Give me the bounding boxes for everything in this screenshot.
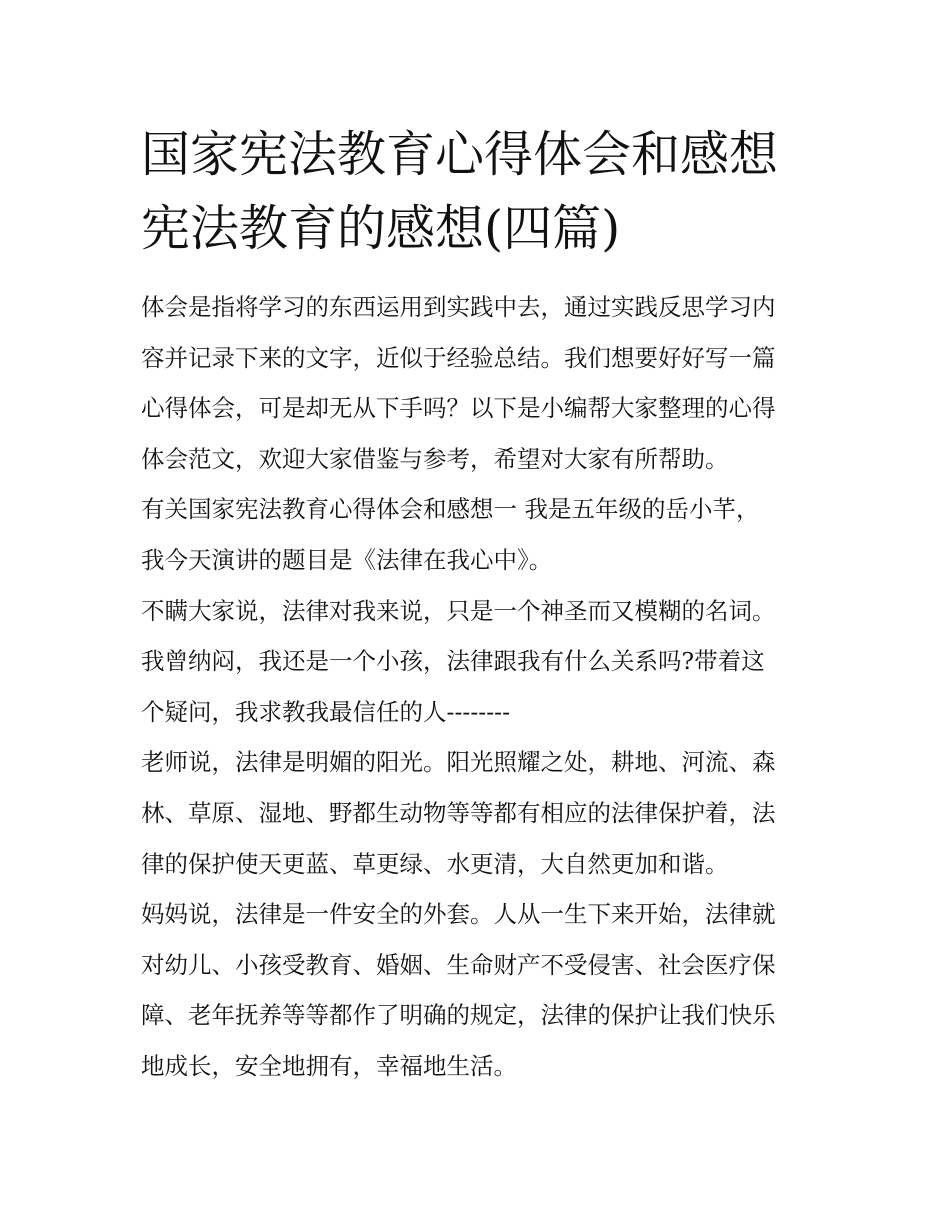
paragraph-line: 个疑问，我求教我最信任的人-------- xyxy=(141,697,511,726)
teacher-paragraph xyxy=(141,737,813,889)
paragraph-line: 老师说，法律是明媚的阳光。阳光照耀之处，耕地、河流、森 xyxy=(141,748,776,777)
intro-paragraph xyxy=(141,282,813,484)
document-title xyxy=(141,118,813,266)
paragraph-line: 心得体会，可是却无从下手吗？以下是小编帮大家整理的心得 xyxy=(141,394,776,423)
paragraph-line: 对幼儿、小孩受教育、婚姻、生命财产不受侵害、社会医疗保 xyxy=(141,950,776,979)
paragraph-line: 我今天演讲的题目是《法律在我心中》。 xyxy=(141,545,553,574)
paragraph-line: 障、老年抚养等等都作了明确的规定，法律的保护让我们快乐 xyxy=(141,1001,776,1030)
question-paragraph xyxy=(141,586,813,738)
speech-intro-paragraph xyxy=(141,484,813,585)
mother-paragraph xyxy=(141,889,813,1091)
paragraph-line: 容并记录下来的文字，近似于经验总结。我们想要好好写一篇 xyxy=(141,343,776,372)
paragraph-line: 体会是指将学习的东西运用到实践中去，通过实践反思学习内 xyxy=(141,293,776,321)
title-line-2: 宪法教育的感想(四篇) xyxy=(141,200,621,257)
paragraph-line: 林、草原、湿地、野都生动物等等都有相应的法律保护着，法 xyxy=(141,798,776,827)
paragraph-line: 不瞒大家说，法律对我来说，只是一个神圣而又模糊的名词。 xyxy=(141,596,776,625)
paragraph-line: 体会范文，欢迎大家借鉴与参考，希望对大家有所帮助。 xyxy=(141,444,729,473)
paragraph-line: 有关国家宪法教育心得体会和感想一 我是五年级的岳小芊， xyxy=(141,495,760,524)
paragraph-line: 我曾纳闷，我还是一个小孩，法律跟我有什么关系吗?带着这 xyxy=(141,647,765,676)
title-line-1: 国家宪法教育心得体会和感想 xyxy=(141,126,779,183)
paragraph-line: 地成长，安全地拥有，幸福地生活。 xyxy=(141,1051,517,1080)
document-page xyxy=(141,118,813,1092)
paragraph-line: 律的保护使天更蓝、草更绿、水更清，大自然更加和谐。 xyxy=(141,849,729,878)
paragraph-line: 妈妈说，法律是一件安全的外套。人从一生下来开始，法律就 xyxy=(141,900,776,929)
document-body xyxy=(141,282,813,1092)
